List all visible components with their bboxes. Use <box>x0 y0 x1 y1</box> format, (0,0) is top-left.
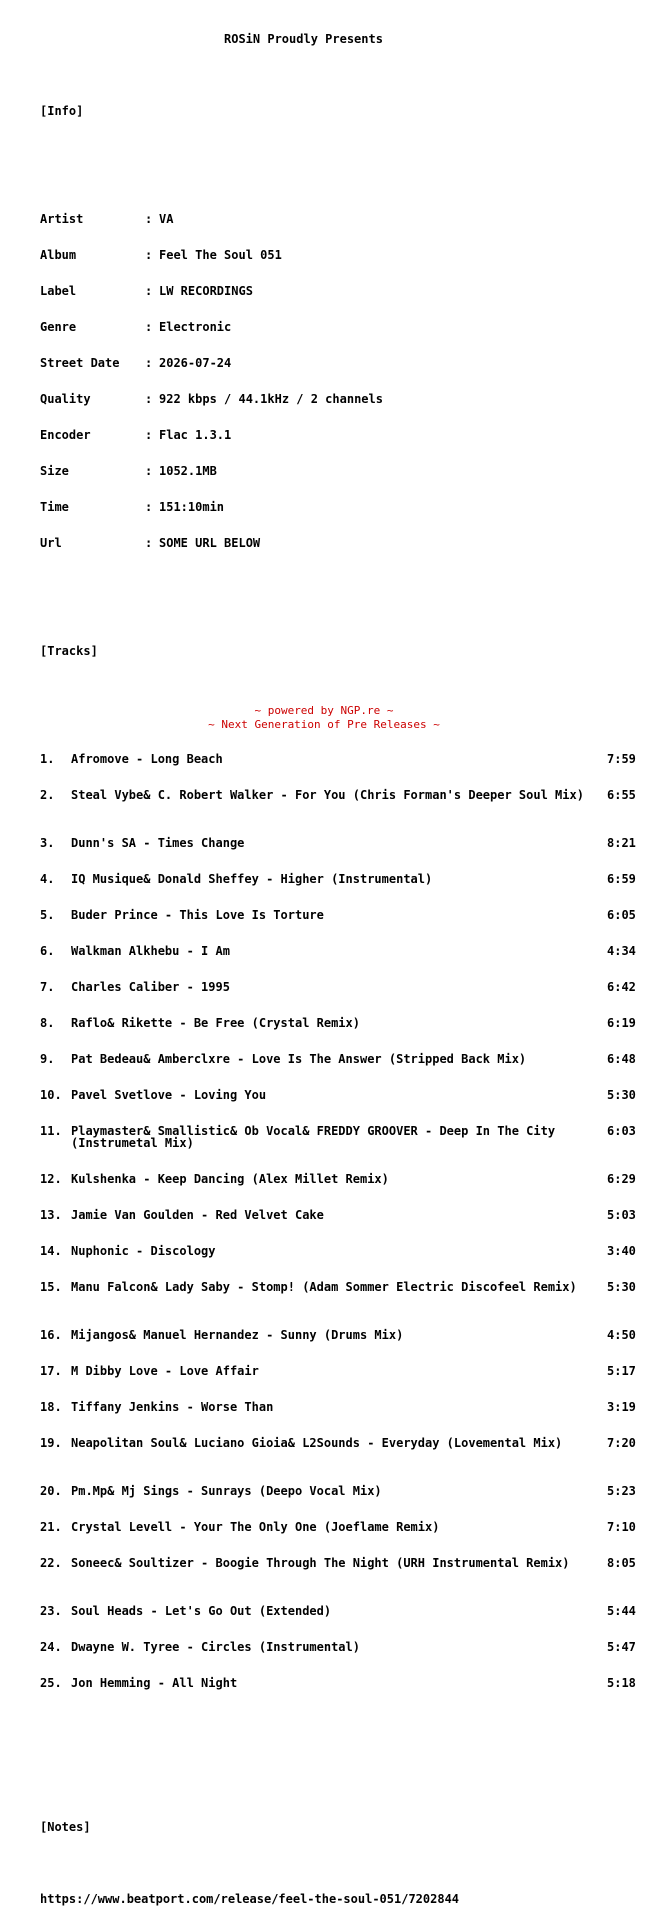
track-duration: 5:23 <box>607 1484 636 1498</box>
track-title: Soul Heads - Let's Go Out (Extended) <box>71 1604 332 1618</box>
spacer <box>0 681 648 693</box>
info-row-size <box>0 465 648 477</box>
track-duration: 4:34 <box>607 944 636 958</box>
track-duration: 3:40 <box>607 1244 636 1258</box>
info-value: Feel The Soul 051 <box>159 248 282 262</box>
notes-heading: [Notes] <box>40 1820 91 1834</box>
info-value: SOME URL BELOW <box>159 536 261 550</box>
track-row <box>0 1173 648 1185</box>
info-key: Album <box>40 248 77 262</box>
track-row <box>0 1053 648 1065</box>
footer-powered-by: ~ powered by NGP.re ~ <box>254 704 394 717</box>
track-title: Jamie Van Goulden - Red Velvet Cake <box>71 1208 324 1222</box>
track-row <box>0 873 648 885</box>
info-row-label <box>0 285 648 297</box>
track-row <box>0 945 648 957</box>
spacer <box>0 141 648 153</box>
info-separator: : <box>145 212 153 226</box>
track-title: Pavel Svetlove - Loving You <box>71 1088 267 1102</box>
info-fields <box>0 189 648 573</box>
track-duration: 5:18 <box>607 1676 636 1690</box>
info-value: VA <box>159 212 174 226</box>
track-title: Mijangos& Manuel Hernandez - Sunny (Drums Mix) <box>71 1328 404 1342</box>
info-value: LW RECORDINGS <box>159 284 253 298</box>
track-row <box>0 1125 648 1149</box>
track-row <box>0 909 648 921</box>
info-row-url <box>0 537 648 549</box>
info-key: Street Date <box>40 356 120 370</box>
track-duration: 6:05 <box>607 908 636 922</box>
track-duration: 6:55 <box>607 788 636 802</box>
info-row-time <box>0 501 648 513</box>
track-number: 23. <box>40 1604 62 1618</box>
spacer <box>0 1749 648 1761</box>
spacer <box>0 69 648 81</box>
track-duration: 7:10 <box>607 1520 636 1534</box>
info-key: Time <box>40 500 69 514</box>
track-title: Neapolitan Soul& Luciano Gioia& L2Sounds - Everyday (Lovemental Mix) <box>71 1436 563 1450</box>
track-row <box>0 1401 648 1413</box>
info-key: Genre <box>40 320 77 334</box>
track-row <box>0 1437 648 1461</box>
track-row <box>0 1281 648 1305</box>
track-number: 3. <box>40 836 55 850</box>
track-row <box>0 1557 648 1581</box>
track-duration: 6:48 <box>607 1052 636 1066</box>
track-title: Crystal Levell - Your The Only One (Joeflame Remix) <box>71 1520 440 1534</box>
track-row <box>0 1521 648 1533</box>
info-key: Label <box>40 284 77 298</box>
track-duration: 5:17 <box>607 1364 636 1378</box>
track-row <box>0 1485 648 1497</box>
track-number: 2. <box>40 788 55 802</box>
info-row-album <box>0 249 648 261</box>
track-title: M Dibby Love - Love Affair <box>71 1364 259 1378</box>
info-separator: : <box>145 248 153 262</box>
track-row <box>0 1329 648 1341</box>
info-separator: : <box>145 356 153 370</box>
track-row <box>0 1641 648 1653</box>
track-number: 22. <box>40 1556 62 1570</box>
track-duration: 8:21 <box>607 836 636 850</box>
track-title: IQ Musique& Donald Sheffey - Higher (Instrumental) <box>71 872 433 886</box>
track-duration: 8:05 <box>607 1556 636 1570</box>
track-number: 18. <box>40 1400 62 1414</box>
track-number: 14. <box>40 1244 62 1258</box>
spacer <box>0 1785 648 1797</box>
track-title: Soneec& Soultizer - Boogie Through The Night (URH Instrumental Remix) <box>71 1556 570 1570</box>
track-number: 13. <box>40 1208 62 1222</box>
track-duration: 7:20 <box>607 1436 636 1450</box>
info-row-genre <box>0 321 648 333</box>
track-title: Raflo& Rikette - Be Free (Crystal Remix) <box>71 1016 360 1030</box>
info-row-artist <box>0 213 648 225</box>
track-number: 10. <box>40 1088 62 1102</box>
track-number: 7. <box>40 980 55 994</box>
track-number: 8. <box>40 1016 55 1030</box>
info-key: Size <box>40 464 69 478</box>
track-row <box>0 789 648 813</box>
nfo-document <box>0 9 648 1917</box>
track-duration: 4:50 <box>607 1328 636 1342</box>
track-number: 12. <box>40 1172 62 1186</box>
track-title: Kulshenka - Keep Dancing (Alex Millet Remix) <box>71 1172 389 1186</box>
release-url: https://www.beatport.com/release/feel-the-soul-051/7202844 <box>40 1892 460 1906</box>
track-list <box>0 729 648 1713</box>
track-title: Dwayne W. Tyree - Circles (Instrumental) <box>71 1640 360 1654</box>
track-duration: 7:59 <box>607 752 636 766</box>
page-title: ROSiN Proudly Presents <box>224 32 383 46</box>
info-separator: : <box>145 392 153 406</box>
track-duration: 5:47 <box>607 1640 636 1654</box>
track-number: 24. <box>40 1640 62 1654</box>
track-duration: 6:19 <box>607 1016 636 1030</box>
track-duration: 6:29 <box>607 1172 636 1186</box>
track-title: Jon Hemming - All Night <box>71 1676 238 1690</box>
track-number: 15. <box>40 1280 62 1294</box>
track-row <box>0 1017 648 1029</box>
track-title: Afromove - Long Beach <box>71 752 223 766</box>
info-key: Url <box>40 536 62 550</box>
track-row <box>0 1605 648 1617</box>
info-key: Artist <box>40 212 84 226</box>
track-duration: 5:30 <box>607 1280 636 1294</box>
track-duration: 5:03 <box>607 1208 636 1222</box>
track-number: 17. <box>40 1364 62 1378</box>
info-row-street-date <box>0 357 648 369</box>
info-value: 2026-07-24 <box>159 356 232 370</box>
info-value: 1052.1MB <box>159 464 217 478</box>
track-number: 25. <box>40 1676 62 1690</box>
info-value: 151:10min <box>159 500 225 514</box>
info-separator: : <box>145 320 153 334</box>
track-number: 9. <box>40 1052 55 1066</box>
track-title: Playmaster& Smallistic& Ob Vocal& FREDDY GROOVER - Deep In The City (Instrumetal Mix) <box>71 1124 563 1150</box>
info-separator: : <box>145 500 153 514</box>
info-row-encoder <box>0 429 648 441</box>
info-value: Flac 1.3.1 <box>159 428 232 442</box>
track-row <box>0 753 648 765</box>
track-duration: 5:44 <box>607 1604 636 1618</box>
spacer <box>0 609 648 621</box>
info-key: Encoder <box>40 428 91 442</box>
spacer <box>0 1857 648 1869</box>
track-number: 5. <box>40 908 55 922</box>
track-duration: 5:30 <box>607 1088 636 1102</box>
track-row <box>0 981 648 993</box>
info-value: Electronic <box>159 320 232 334</box>
track-number: 4. <box>40 872 55 886</box>
track-number: 20. <box>40 1484 62 1498</box>
track-title: Dunn's SA - Times Change <box>71 836 245 850</box>
track-number: 21. <box>40 1520 62 1534</box>
track-title: Buder Prince - This Love Is Torture <box>71 908 324 922</box>
track-title: Charles Caliber - 1995 <box>71 980 230 994</box>
track-duration: 6:59 <box>607 872 636 886</box>
track-title: Steal Vybe& C. Robert Walker - For You (Chris Forman's Deeper Soul Mix) <box>71 788 584 802</box>
info-value: 922 kbps / 44.1kHz / 2 channels <box>159 392 383 406</box>
track-title: Manu Falcon& Lady Saby - Stomp! (Adam Sommer Electric Discofeel Remix) <box>71 1280 577 1294</box>
info-separator: : <box>145 536 153 550</box>
track-title: Tiffany Jenkins - Worse Than <box>71 1400 274 1414</box>
track-number: 19. <box>40 1436 62 1450</box>
info-separator: : <box>145 428 153 442</box>
track-number: 16. <box>40 1328 62 1342</box>
track-number: 6. <box>40 944 55 958</box>
tracks-heading: [Tracks] <box>40 644 98 658</box>
track-number: 1. <box>40 752 55 766</box>
track-number: 11. <box>40 1124 62 1138</box>
footer-tagline: ~ Next Generation of Pre Releases ~ <box>208 718 440 731</box>
track-row <box>0 1245 648 1257</box>
track-row <box>0 1365 648 1377</box>
track-row <box>0 1209 648 1221</box>
info-key: Quality <box>40 392 91 406</box>
track-title: Pm.Mp& Mj Sings - Sunrays (Deepo Vocal Mix) <box>71 1484 382 1498</box>
info-heading: [Info] <box>40 104 84 118</box>
track-row <box>0 1089 648 1101</box>
info-row-quality <box>0 393 648 405</box>
track-duration: 3:19 <box>607 1400 636 1414</box>
track-title: Pat Bedeau& Amberclxre - Love Is The Answer (Stripped Back Mix) <box>71 1052 527 1066</box>
track-row <box>0 1677 648 1689</box>
track-title: Walkman Alkhebu - I Am <box>71 944 230 958</box>
info-separator: : <box>145 464 153 478</box>
track-duration: 6:42 <box>607 980 636 994</box>
track-row <box>0 837 648 849</box>
track-title: Nuphonic - Discology <box>71 1244 216 1258</box>
info-separator: : <box>145 284 153 298</box>
track-duration: 6:03 <box>607 1124 636 1138</box>
